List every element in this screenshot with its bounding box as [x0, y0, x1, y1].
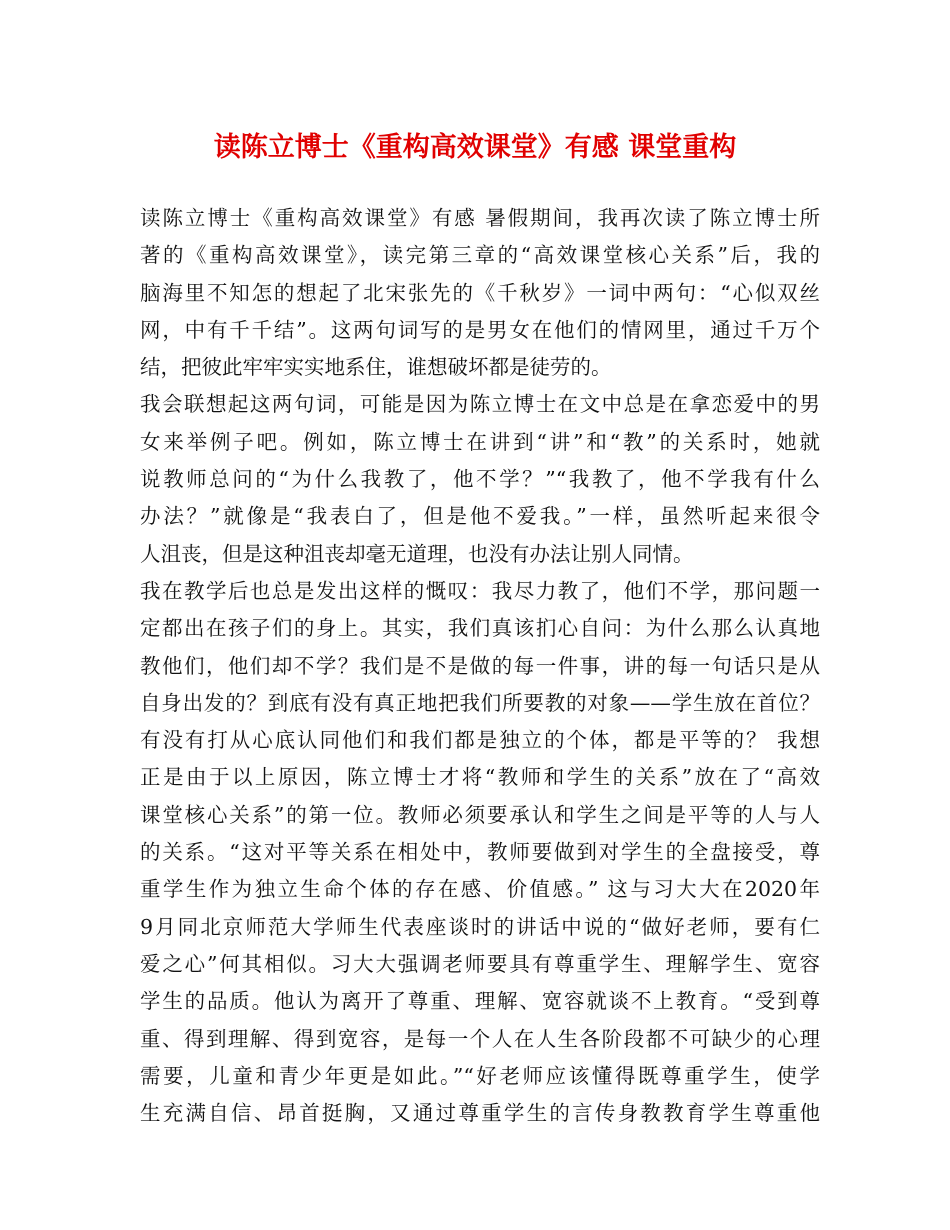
document-body [140, 200, 820, 1132]
body-line: 办法？”就像是“我表白了，但是他不爱我。”一样，虽然听起来很令 [140, 504, 820, 529]
body-line: 著的《重构高效课堂》，读完第三章的“高效课堂核心关系”后，我的 [140, 243, 820, 268]
body-line: 爱之心”何其相似。习大大强调老师要具有尊重学生、理解学生、宽容 [140, 951, 820, 976]
body-line: 结，把彼此牢牢实实地系住，谁想破坏都是徒劳的。 [140, 355, 612, 380]
body-line: 重学生作为独立生命个体的存在感、价值感。” 这与习大大在2020年 [140, 877, 820, 902]
body-line: 学生的品质。他认为离开了尊重、理解、宽容就谈不上教育。“受到尊 [140, 989, 820, 1014]
body-line: 需要，儿童和青少年更是如此。”“好老师应该懂得既尊重学生，使学 [140, 1063, 820, 1088]
body-line: 我会联想起这两句词，可能是因为陈立博士在文中总是在拿恋爱中的男 [140, 392, 820, 417]
body-line: 教他们，他们却不学？我们是不是做的每一件事，讲的每一句话只是从 [140, 653, 820, 678]
body-line: 网，中有千千结”。这两句词写的是男女在他们的情网里，通过千万个 [140, 317, 820, 342]
body-line: 定都出在孩子们的身上。其实，我们真该扪心自问：为什么那么认真地 [140, 616, 820, 641]
body-line: 有没有打从心底认同他们和我们都是独立的个体，都是平等的？ 我想 [140, 728, 820, 753]
body-line: 自身出发的？到底有没有真正地把我们所要教的对象——学生放在首位？ [140, 690, 820, 715]
body-line: 我在教学后也总是发出这样的慨叹：我尽力教了，他们不学，那问题一 [140, 578, 820, 603]
body-line: 说教师总问的“为什么我教了，他不学？”“我教了，他不学我有什么 [140, 467, 820, 492]
document-title: 读陈立博士《重构高效课堂》有感 课堂重构 [213, 132, 737, 163]
body-line: 生充满自信、昂首挺胸，又通过尊重学生的言传身教教育学生尊重他 [140, 1101, 820, 1126]
body-line: 读陈立博士《重构高效课堂》有感 暑假期间，我再次读了陈立博士所 [140, 206, 820, 230]
body-line: 女来举例子吧。例如，陈立博士在讲到“讲”和“教”的关系时，她就 [140, 429, 820, 454]
body-line: 脑海里不知怎的想起了北宋张先的《千秋岁》一词中两句：“心似双丝 [140, 280, 820, 305]
body-line: 正是由于以上原因，陈立博士才将“教师和学生的关系”放在了“高效 [140, 765, 820, 790]
body-line: 9月同北京师范大学师生代表座谈时的讲话中说的“做好老师，要有仁 [140, 914, 820, 939]
body-line: 课堂核心关系”的第一位。教师必须要承认和学生之间是平等的人与人 [140, 802, 820, 827]
body-line: 人沮丧，但是这种沮丧却毫无道理，也没有办法让别人同情。 [140, 541, 694, 566]
body-line: 重、得到理解、得到宽容，是每一个人在人生各阶段都不可缺少的心理 [140, 1026, 820, 1051]
body-line: 的关系。“这对平等关系在相处中，教师要做到对学生的全盘接受，尊 [140, 840, 820, 865]
